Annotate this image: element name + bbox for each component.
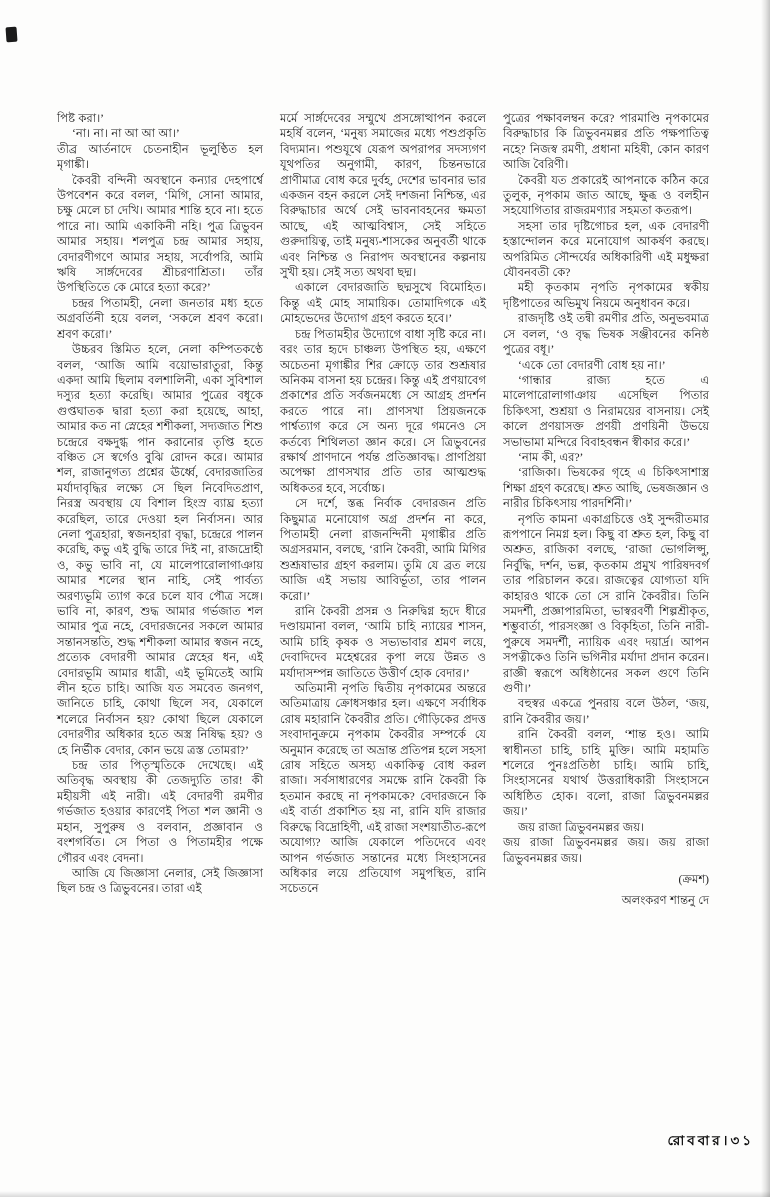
paragraph: ‘একে তো বেদারণী বোধ হয় না।’	[518, 359, 666, 372]
text-column-3	[503, 112, 709, 910]
paragraph: পিষ্ট করা।’	[57, 113, 105, 125]
paragraph: কৈবরী বন্দিনী অবস্থানে কন্যার দেহপার্শ্বে উপবেশন করে বলল, ‘মিগি, সোনা আমার, চক্ষু মেলে চা দেখি। আমার শান্তি হবে না। হতে পারে না। আমি একাকিনী নহি। পুত্র ত্রিভুবন আমার সহায়। শলপুত্র চন্দ্র আমার সহায়, বেদারণীগণে আমার সহায়, সর্বোপরি, আমি ঋষি সার্ঙ্গদেবের শ্রীচরণাশ্রিতা। তাঁর উপস্থিতিতে কে মোরে হত্যা করে?’	[57, 174, 263, 295]
paragraph: বহুস্বর একত্রে পুনরায় বলে উঠল, ‘জয়, রানি কৈবরীর জয়।’	[503, 698, 709, 726]
paragraph: রানি কৈবরী বলল, ‘শান্ত হও। আমি স্বাধীনতা চাহি, চাহি মুক্তি। আমি মহামতি শলেরে পুনঃপ্রতিষ্ঠা চাহি। আমি চাহি, সিংহাসনের যথার্থ উত্তরাধিকারী সিংহাসনে অধিষ্ঠিত হোক। বলো, রাজা ত্রিভুবনমল্লর জয়।’	[503, 729, 709, 819]
paragraph: ‘নাম কী, এর?’	[518, 451, 584, 464]
paragraph: ‘রাজিকা। ভিষকের গৃহে এ চিকিৎসাশাস্ত্র শিক্ষা গ্রহণ করেছে। শ্রুত আছি, ভেষজজ্ঞান ও নারীর চিকিৎসায় পারদর্শিনী।’	[503, 467, 709, 511]
paragraph: পুত্রের পক্ষাবলম্বন করে? পারমাণ্ডি নৃপকামের বিরুদ্ধাচার কি ত্রিভুবনমল্লর প্রতি পক্ষপাতিত্ব নহে? নিজস্ব রমণী, প্রধানা মহিষী, কোন কারণ আজি বৈরিণী।	[503, 113, 709, 172]
paragraph: ‘গান্ধার রাজ্য হতে এ মালেপারোলাগাঞায় এসেছিল পিতার চিকিৎসা, শুশ্রয়া ও নিরাময়ের বাসনায়। সেই কালে প্রণয়াসক্ত প্রণয়ী প্রণয়িনী উভয়ে সভাভামা মন্দিরে বিবাহবন্ধন স্বীকার করে।’	[503, 374, 709, 449]
paragraph: রাজদৃষ্টি ওই তন্বী রমণীর প্রতি, অনুভবমাত্র সে বলল, ‘ও বৃদ্ধ ভিষক সঞ্জীবনের কনিষ্ঠ পুত্রের বধূ।’	[503, 313, 709, 357]
scan-edge-bottom	[0, 1191, 770, 1197]
paragraph: চন্দ্র তার পিতৃস্মৃতিকে দেখেছে। এই অতিবৃদ্ধ অবস্থায় কী তেজদ্যুতি তার! কী মহীয়সী এই নারী। এই বেদারণী রমণীর গর্ভজাত হওয়ার কারণেই পিতা শল জ্ঞানী ও মহান, সুপুরুষ ও বলবান, প্রজ্ঞাবান ও বংশগর্বিত। সে পিতা ও পিতামহীর পক্ষে গৌরব এবং বেদনা।	[57, 760, 263, 865]
paragraph: মর্মে সার্ঙ্গদেবের সম্মুখে প্রসঙ্গোত্থাপন করলে মহর্ষি বলেন, ‘মনুষ্য সমাজের মধ্যে পশুপ্রকৃতি বিদ্যমান। পশুযূথে যেরূপ অপরাপর সদস্যগণ যূথপতির অনুগামী, কারণ, চিন্তনভারে প্রাণীমাত্র বোধ করে দুর্বহ, দেশের ভাবনার ভার একজন বহন করলে সেই দশজনা নিশ্চিন্ত, এর বিরুদ্ধাচার অর্থে সেই ভাবনাবহনের ক্ষমতা আছে, এই আত্মবিশ্বাস, সেই সহিতে গুরুদায়িত্ব, তাই মনুষ্য-শাসকের অনুবর্তী থাকে এবং নিশ্চিন্ত ও নিরাপদ অবস্থানের কল্পনায় সুখী হয়। সেই সত্য অথবা ছদ্ম।	[280, 113, 486, 280]
paragraph: জয় রাজা ত্রিভুবনমল্লর জয়।	[518, 821, 645, 834]
paragraph: আজি যে জিজ্ঞাসা নেলার, সেই জিজ্ঞাসা ছিল চন্দ্র ও ত্রিভুবনের। তারা এই	[57, 867, 263, 896]
paragraph: সে দর্শে, স্তব্ধ নির্বাক বেদারজন প্রতি কিছুমাত্র মনোযোগ অগ্র প্রদর্শন না করে, পিতামহী নেলা রাজনন্দিনী মৃগাঙ্কীর প্রতি অগ্রসরমান, বলছে, ‘রানি কৈবরী, আমি মিগির শুশ্রূষাভার গ্রহণ করলাম। তুমি যে ব্রত লয়ে আজি এই সভায় আবির্ভূতা, তার পালন করো।’	[280, 498, 486, 603]
paragraph: অতিমানী নৃপতি দ্বিতীয় নৃপকামের অন্তরে অতিমাত্রায় ক্রোধসঞ্চার হল। এক্ষণে সর্বাধিক রোষ মহারানি কৈবরীর প্রতি। গৌড়িকের প্রদত্ত সংবাদানুক্রমে নৃপকাম কৈবরীর সম্পর্কে যে অনুমান করেছে তা অভ্রান্ত প্রতিপন্ন হলে সহসা রোষ সহিতে অসহ্য একাকিত্ব বোধ করল রাজা। সর্বসাধারণের সমক্ষে রানি কৈবরী কি হতমান করছে না নৃপকামকে? বেদারজনে কি এই বার্তা প্রকাশিত হয় না, রানি যদি রাজার বিরুদ্ধে বিদ্রোহিণী, এই রাজা সংশয়াতীত-রূপে অযোগ্য? আজি যেকালে পতিদেবে এবং আপন গর্ভজাত সন্তানের মধ্যে সিংহাসনের অধিকার লয়ে প্রতিযোগ সমুপস্থিত, রানি সচেতনে	[280, 683, 486, 896]
paragraph: একালে বেদারজাতি ছদ্মসুখে বিমোহিত। কিন্তু এই মোহ সামায়িক। তোমাদিগকে এই মোহভেদের উদ্যোগ গ্রহণ করতে হবে।’	[280, 282, 486, 326]
paragraph: চন্দ্র পিতামহীর উদ্যোগে বাধা সৃষ্টি করে না। বরং তার হৃদে চাঞ্চল্য উপস্থিত হয়, এক্ষণে অচেতনা মৃগাঙ্কীর শির ক্রোড়ে তার শুশ্রূষার অনিকম বাসনা হয় চন্দ্রের। কিন্তু এই প্রণয়াবেগ প্রকাশের প্রতি সর্বজনমধ্যে সে আগ্রহ প্রদর্শন করতে পারে না। প্রাণসখা প্রিয়জনকে পার্শ্বত্যাগ করে সে অন্য দূরে গমনেও সে কর্তব্যে শিথিলতা জ্ঞান করে। সে ত্রিভুবনের রক্ষার্থ প্রাণদানে পর্যন্ত প্রতিজ্ঞাবদ্ধ। প্রাণপ্রিয়া অপেক্ষা প্রাণসখার প্রতি তার আত্মশুদ্ধ অধিকতর হবে, সর্বোচ্চ।	[280, 328, 486, 495]
paragraph: চন্দ্রর পিতামহী, নেলা জনতার মধ্য হতে অগ্রবর্তিনী হয়ে বলল, ‘সকলে শ্রবণ করো। শ্রবণ করো।’	[57, 297, 263, 341]
continuation-marker: (ক্রমশ)	[678, 873, 709, 886]
paragraph: নৃপতি কামনা একাগ্রচিত্তে ওই সুন্দরীতমার রূপপানে নিমগ্ন হল। কিছু বা শ্রুত হল, কিছু বা অশ্রুত, রাজিকা বলছে, ‘রাজা ভোগলিপ্সু, নির্বুদ্ধি, দর্শন, ভল্ল, কৃতকাম প্রমুখ পারিষদবর্গ তার পরিচালন করে। রাজত্বের যোগ্যতা যদি কাহারও থাকে তো সে রানি কৈবরীর। তিনি সমদর্শী, প্রজ্ঞাপারমিতা, ভাস্বরবর্ণী শিল্পশ্রীকৃত, শম্ভুবার্তা, পারসংজ্ঞা ও বিকৃহিতা, তিনি নারী-পুরুষে সমদর্শী, ন্যায়িক এবং দয়ার্দ্র। আপন সপত্নীকেও তিনি ভগিনীর মর্যাদা প্রদান করেন। রাজ্ঞী স্বরূপে অধিষ্ঠানের সকল গুণে তিনি গুণী।’	[503, 513, 709, 696]
text-column-1	[57, 112, 263, 910]
paragraph: ‘না। না। না আ আ আ।’	[72, 128, 180, 141]
article-body	[57, 112, 709, 910]
paragraph: তীব্র আর্তনাদে চেতনাহীন ভূলুণ্ঠিত হল মৃগাঙ্কী।	[57, 143, 263, 172]
page-footer-label: রোববার।৩১	[667, 1133, 754, 1148]
paragraph: রানি কৈবরী প্রসন্ন ও নিরুদ্বিগ্ন হৃদে ধীরে দণ্ডায়মানা বলল, ‘আমি চাহি ন্যায়ের শাসন, আমি চাহি কৃষক ও সভ্যভাবার শ্রমণ লয়ে, দেবাদিদেব মহেশ্বরের কৃপা লয়ে উন্নত ও মর্যাদাসম্পন্ন জাতিতে উত্তীর্ণ হোক বেদার।’	[280, 606, 486, 680]
illustration-credit: অলংকরণ শান্তনু দে	[621, 895, 709, 908]
paragraph: উচ্চরব স্তিমিত হলে, নেলা কম্পিতকণ্ঠে বলল, ‘আজি আমি বয়োভারাতুরা, কিন্তু একদা আমি ছিলাম বলশালিনী, একা সুবিশাল দস্যুর হত্যা করেছি। আমার পুত্রের বধূকে গুপ্তঘাতক দ্বারা হত্যা করা হয়েছে, আহা, আমার কত না স্নেহের শশীকলা, সদ্যজাত শিশু চন্দ্রেরে বক্ষদুগ্ধ পান করানোর তৃপ্তি হতে বঞ্চিত সে স্বর্গেও বুঝি রোদন করে। আমার শল, রাজানুগত্য প্রশ্নের ঊর্ধ্বে, বেদারজাতির মর্যাদাবৃদ্ধির লক্ষ্যে সে ছিল নিবেদিতপ্রাণ, নিরস্ত্র অবস্থায় যে বিশাল হিংস্র ব্যাঘ্র হত্যা করেছিল, তারে দেওয়া হল নির্বাসন। আর নেলা পুত্রহারা, স্বজনহারা বৃদ্ধা, চন্দ্রেরে পালন করেছি, কভু এই বুদ্ধি তারে দিই না, রাজদ্রোহী ও, কভু ভাবি না, যে মালেপারোলাগাঞায় আমার শলের স্থান নাহি, সেই পার্বত্য অরণ্যভূমি ত্যাগ করে চলে যাব পৌত্র সঙ্গে। ভাবি না, কারণ, শুদ্ধ আমার গর্ভজাত শল আমার পুত্র নহে, বেদারজনের সকলে আমার সন্তানসন্ততি, শুদ্ধ শশীকলা আমার স্বজন নহে, প্রত্যেক বেদারণী আমার স্নেহের ধন, এই বেদারভূমি আমার ধাত্রী, এই ভূমিতেই আমি লীন হতে চাহি। আজি যত সমবেত জনগণ, জানিতে চাহি, কোথা ছিলে সব, যেকালে শলেরে নির্বাসন হয়? কোথা ছিলে যেকালে বেদারণীর অধিকার হতে অস্ত্র নিষিদ্ধ হয়? ও হে নির্ভীক বেদার, কোন ভয়ে ত্রস্ত তোমরা?’	[57, 344, 263, 757]
text-column-2	[280, 112, 486, 910]
paragraph: মহী কৃতকাম নৃপতি নৃপকামের স্বকীয় দৃষ্টিপাতের অভিমুখ নিয়মে অনুধাবন করে।	[503, 282, 709, 310]
paragraph: জয় রাজা ত্রিভুবনমল্লর জয়। জয় রাজা ত্রিভুবনমল্লর জয়।	[503, 837, 709, 865]
paragraph: সহসা তার দৃষ্টিগোচর হল, এক বেদারণী হস্তান্দোলন করে মনোযোগ আকর্ষণ করছে। অপরিমিত সৌন্দর্যের অধিকারিণী এই মধুক্ষরা যৌবনবতী কে?	[503, 220, 709, 280]
print-mark	[5, 27, 17, 43]
scan-edge-right	[761, 0, 770, 1197]
paragraph: কৈবরী যত প্রকারেই আপনাকে কঠিন করে তুলুক, নৃপকাম জাত আছে, ক্ষুব্ধ ও বলহীন সহযোগিতার রাজরমণ্যার সহমতা কতরূপ।	[503, 174, 709, 218]
